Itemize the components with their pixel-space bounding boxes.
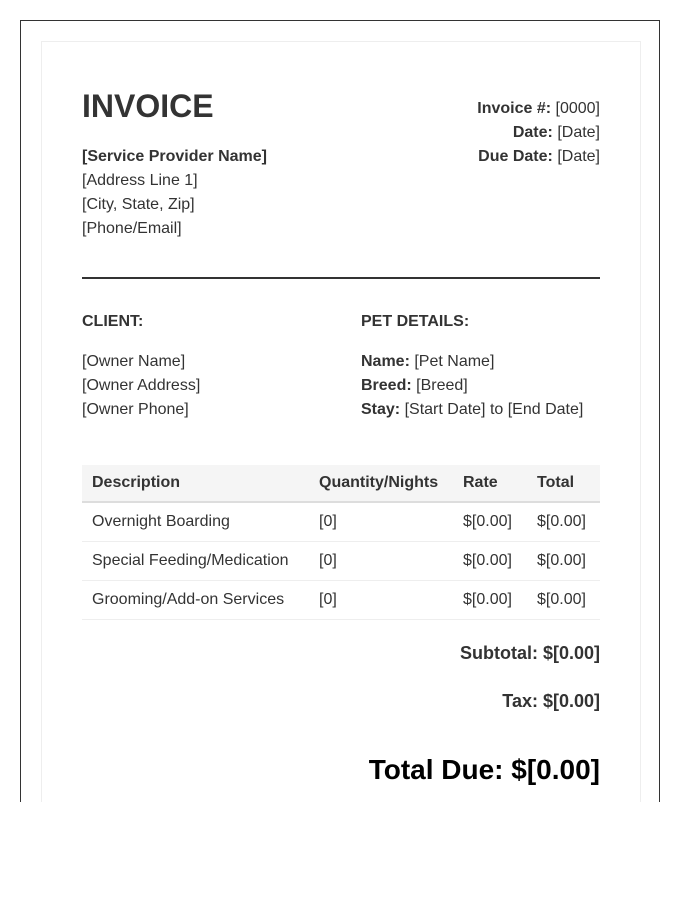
pet-breed-label: Breed: [361, 377, 412, 394]
client-heading: CLIENT: [82, 313, 144, 330]
line-items-table [82, 465, 600, 620]
due-date-value: [Date] [557, 148, 600, 165]
invoice-number-value: [0000] [555, 100, 600, 117]
column-header-total: Total [529, 465, 600, 502]
provider-contact: [Phone/Email] [82, 220, 182, 237]
due-date-row [477, 145, 600, 169]
invoice-date-value: [Date] [557, 124, 600, 141]
invoice-number-row [477, 97, 600, 121]
table-row [82, 580, 600, 619]
row-description: Overnight Boarding [82, 502, 311, 541]
pet-name-value: [Pet Name] [414, 353, 495, 370]
pet-stay-value: [Start Date] to [End Date] [404, 401, 584, 418]
due-date-label: Due Date: [478, 148, 553, 165]
column-header-quantity: Quantity/Nights [311, 465, 457, 502]
row-quantity: [0] [311, 502, 457, 541]
pet-name-row [361, 350, 583, 374]
client-block [82, 310, 200, 422]
tax: Tax: $[0.00] [502, 690, 600, 711]
row-rate: $[0.00] [457, 502, 529, 541]
parties-section [82, 279, 600, 465]
row-quantity: [0] [311, 580, 457, 619]
table-row [82, 541, 600, 580]
owner-address: [Owner Address] [82, 377, 201, 394]
table-header-row [82, 465, 600, 502]
subtotal: Subtotal: $[0.00] [459, 642, 600, 663]
pet-details-heading: PET DETAILS: [361, 313, 470, 330]
row-total: $[0.00] [529, 580, 600, 619]
pet-breed-row [361, 374, 583, 398]
row-description: Special Feeding/Medication [82, 541, 311, 580]
row-rate: $[0.00] [457, 541, 529, 580]
total-due: Total Due: $[0.00] [368, 753, 600, 785]
invoice-meta [477, 97, 600, 169]
row-total: $[0.00] [529, 541, 600, 580]
invoice-date-row [477, 121, 600, 145]
totals-section [82, 641, 600, 787]
column-header-description: Description [82, 465, 311, 502]
invoice-title: INVOICE [82, 88, 214, 124]
pet-breed-value: [Breed] [416, 377, 468, 394]
invoice-content [82, 82, 600, 787]
pet-stay-row [361, 398, 583, 422]
owner-name: [Owner Name] [82, 353, 186, 370]
invoice-number-label: Invoice #: [477, 100, 552, 117]
pet-stay-label: Stay: [361, 401, 401, 418]
column-header-rate: Rate [457, 465, 529, 502]
row-description: Grooming/Add-on Services [82, 580, 311, 619]
provider-name: [Service Provider Name] [82, 148, 267, 165]
owner-phone: [Owner Phone] [82, 401, 189, 418]
row-quantity: [0] [311, 541, 457, 580]
pet-details-block [361, 310, 583, 422]
invoice-header [82, 82, 600, 279]
row-total: $[0.00] [529, 502, 600, 541]
provider-block [82, 145, 267, 241]
invoice-date-label: Date: [512, 124, 553, 141]
pet-name-label: Name: [361, 353, 410, 370]
provider-address: [Address Line 1] [82, 172, 198, 189]
row-rate: $[0.00] [457, 580, 529, 619]
table-row [82, 502, 600, 541]
provider-city-state-zip: [City, State, Zip] [82, 196, 195, 213]
